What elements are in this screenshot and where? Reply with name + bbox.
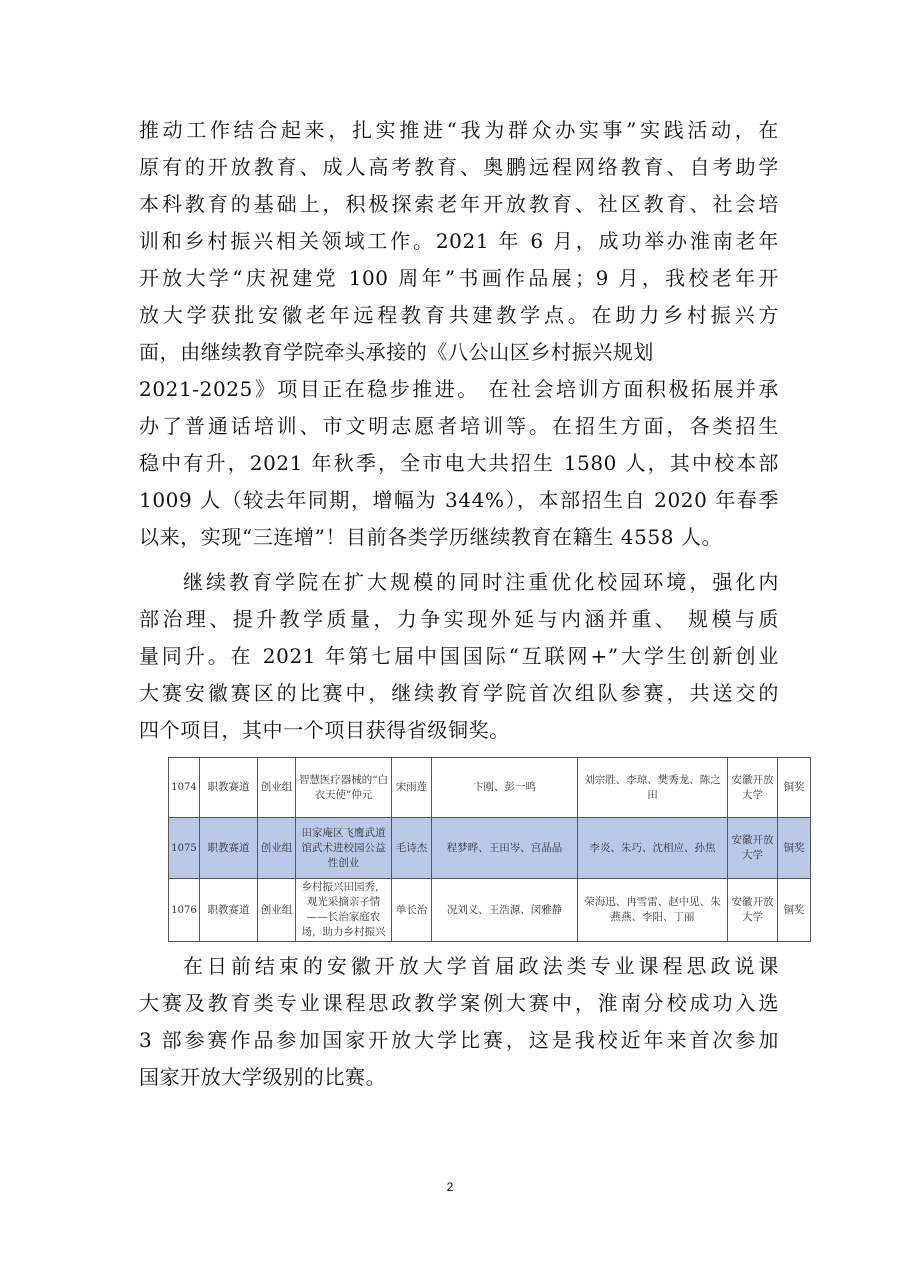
paragraph-enrollment xyxy=(139,112,779,556)
award-table-image xyxy=(168,757,810,940)
text-line: 2021-2025》项目正在稳步推进。 在社会培训方面积极拓展并承 xyxy=(139,377,779,401)
text-line: 四个项目，其中一个项目获得省级铜奖。 xyxy=(139,718,510,742)
advisors-cell: 刘宗胜、李琼、樊秀龙、陈之田 xyxy=(578,758,728,818)
award-cell: 铜奖 xyxy=(778,879,811,942)
text-line: 本科教育的基础上，积极探索老年开放教育、社区教育、社会培 xyxy=(139,192,779,216)
text-line: 国家开放大学级别的比赛。 xyxy=(139,1065,387,1089)
group-cell: 创业组 xyxy=(258,818,296,879)
leader-cell: 宋雨莲 xyxy=(392,758,432,818)
members-cell: 况刘义、王浩源、闵雅静 xyxy=(432,879,578,942)
row-id: 1076 xyxy=(169,879,200,942)
row-id: 1074 xyxy=(169,758,200,818)
table-row xyxy=(169,879,811,942)
school-cell: 安徽开放大学 xyxy=(728,758,778,818)
members-cell: 卞刚、彭一鸣 xyxy=(432,758,578,818)
track-cell: 职教赛道 xyxy=(200,758,258,818)
school-cell: 安徽开放大学 xyxy=(728,818,778,879)
text-line: 推动工作结合起来，扎实推进“我为群众办实事”实践活动，在 xyxy=(139,118,779,142)
advisors-cell: 李炎、朱巧、沈相应、孙焦 xyxy=(578,818,728,879)
text-line: 大赛安徽赛区的比赛中，继续教育学院首次组队参赛，共送交的 xyxy=(139,681,779,705)
table-row-highlighted xyxy=(169,818,811,879)
text-line: 在日前结束的安徽开放大学首届政法类专业课程思政说课 xyxy=(183,954,779,978)
table-row xyxy=(169,758,811,818)
text-line: 原有的开放教育、成人高考教育、奥鹏远程网络教育、自考助学 xyxy=(139,155,779,179)
text-line: 1009 人（较去年同期，增幅为 344%），本部招生自 2020 年春季 xyxy=(139,488,779,512)
row-id: 1075 xyxy=(169,818,200,879)
text-line: 训和乡村振兴相关领域工作。2021 年 6 月，成功举办淮南老年 xyxy=(139,229,779,253)
award-cell: 铜奖 xyxy=(778,818,811,879)
text-line: 继续教育学院在扩大规模的同时注重优化校园环境，强化内 xyxy=(183,570,779,594)
text-line: 面，由继续教育学院牵头承接的《八公山区乡村振兴规划 xyxy=(139,340,654,364)
project-cell: 田家庵区飞鹰武道馆武术进校园公益性创业 xyxy=(296,818,392,879)
advisors-cell: 荣海迅、冉雪雷、赵中见、朱燕燕、李阳、丁丽 xyxy=(578,879,728,942)
award-cell: 铜奖 xyxy=(778,758,811,818)
school-cell: 安徽开放大学 xyxy=(728,879,778,942)
text-line: 办了普通话培训、市文明志愿者培训等。在招生方面，各类招生 xyxy=(139,414,779,438)
text-line: 3 部参赛作品参加国家开放大学比赛，这是我校近年来首次参加 xyxy=(139,1028,779,1052)
group-cell: 创业组 xyxy=(258,879,296,942)
text-line: 稳中有升，2021 年秋季，全市电大共招生 1580 人，其中校本部 xyxy=(139,451,779,475)
group-cell: 创业组 xyxy=(258,758,296,818)
track-cell: 职教赛道 xyxy=(200,879,258,942)
leader-cell: 毛诗杰 xyxy=(392,818,432,879)
award-table xyxy=(168,757,811,942)
text-line: 大赛及教育类专业课程思政教学案例大赛中，淮南分校成功入选 xyxy=(139,991,779,1015)
text-line: 量同升。在 2021 年第七届中国国际“互联网+”大学生创新创业 xyxy=(139,644,779,668)
text-line: 部治理、提升教学质量，力争实现外延与内涵并重、 规模与质 xyxy=(139,607,779,631)
text-line: 开放大学“庆祝建党 100 周年”书画作品展；9 月，我校老年开 xyxy=(139,266,779,290)
project-cell: 智慧医疗器械的“白衣天使”仲元 xyxy=(296,758,392,818)
members-cell: 程梦晔、王田岑、宫晶晶 xyxy=(432,818,578,879)
text-line: 以来，实现“三连增”！目前各类学历继续教育在籍生 4558 人。 xyxy=(139,525,723,549)
paragraph-competition xyxy=(139,564,779,749)
page-number: 2 xyxy=(446,1180,454,1194)
text-line: 放大学获批安徽老年远程教育共建教学点。在助力乡村振兴方 xyxy=(139,303,779,327)
leader-cell: 单长治 xyxy=(392,879,432,942)
paragraph-course-contest xyxy=(139,948,779,1096)
track-cell: 职教赛道 xyxy=(200,818,258,879)
project-cell: 乡村振兴田园秀，观光采摘亲子情——长治家庭农场，助力乡村振兴 xyxy=(296,879,392,942)
